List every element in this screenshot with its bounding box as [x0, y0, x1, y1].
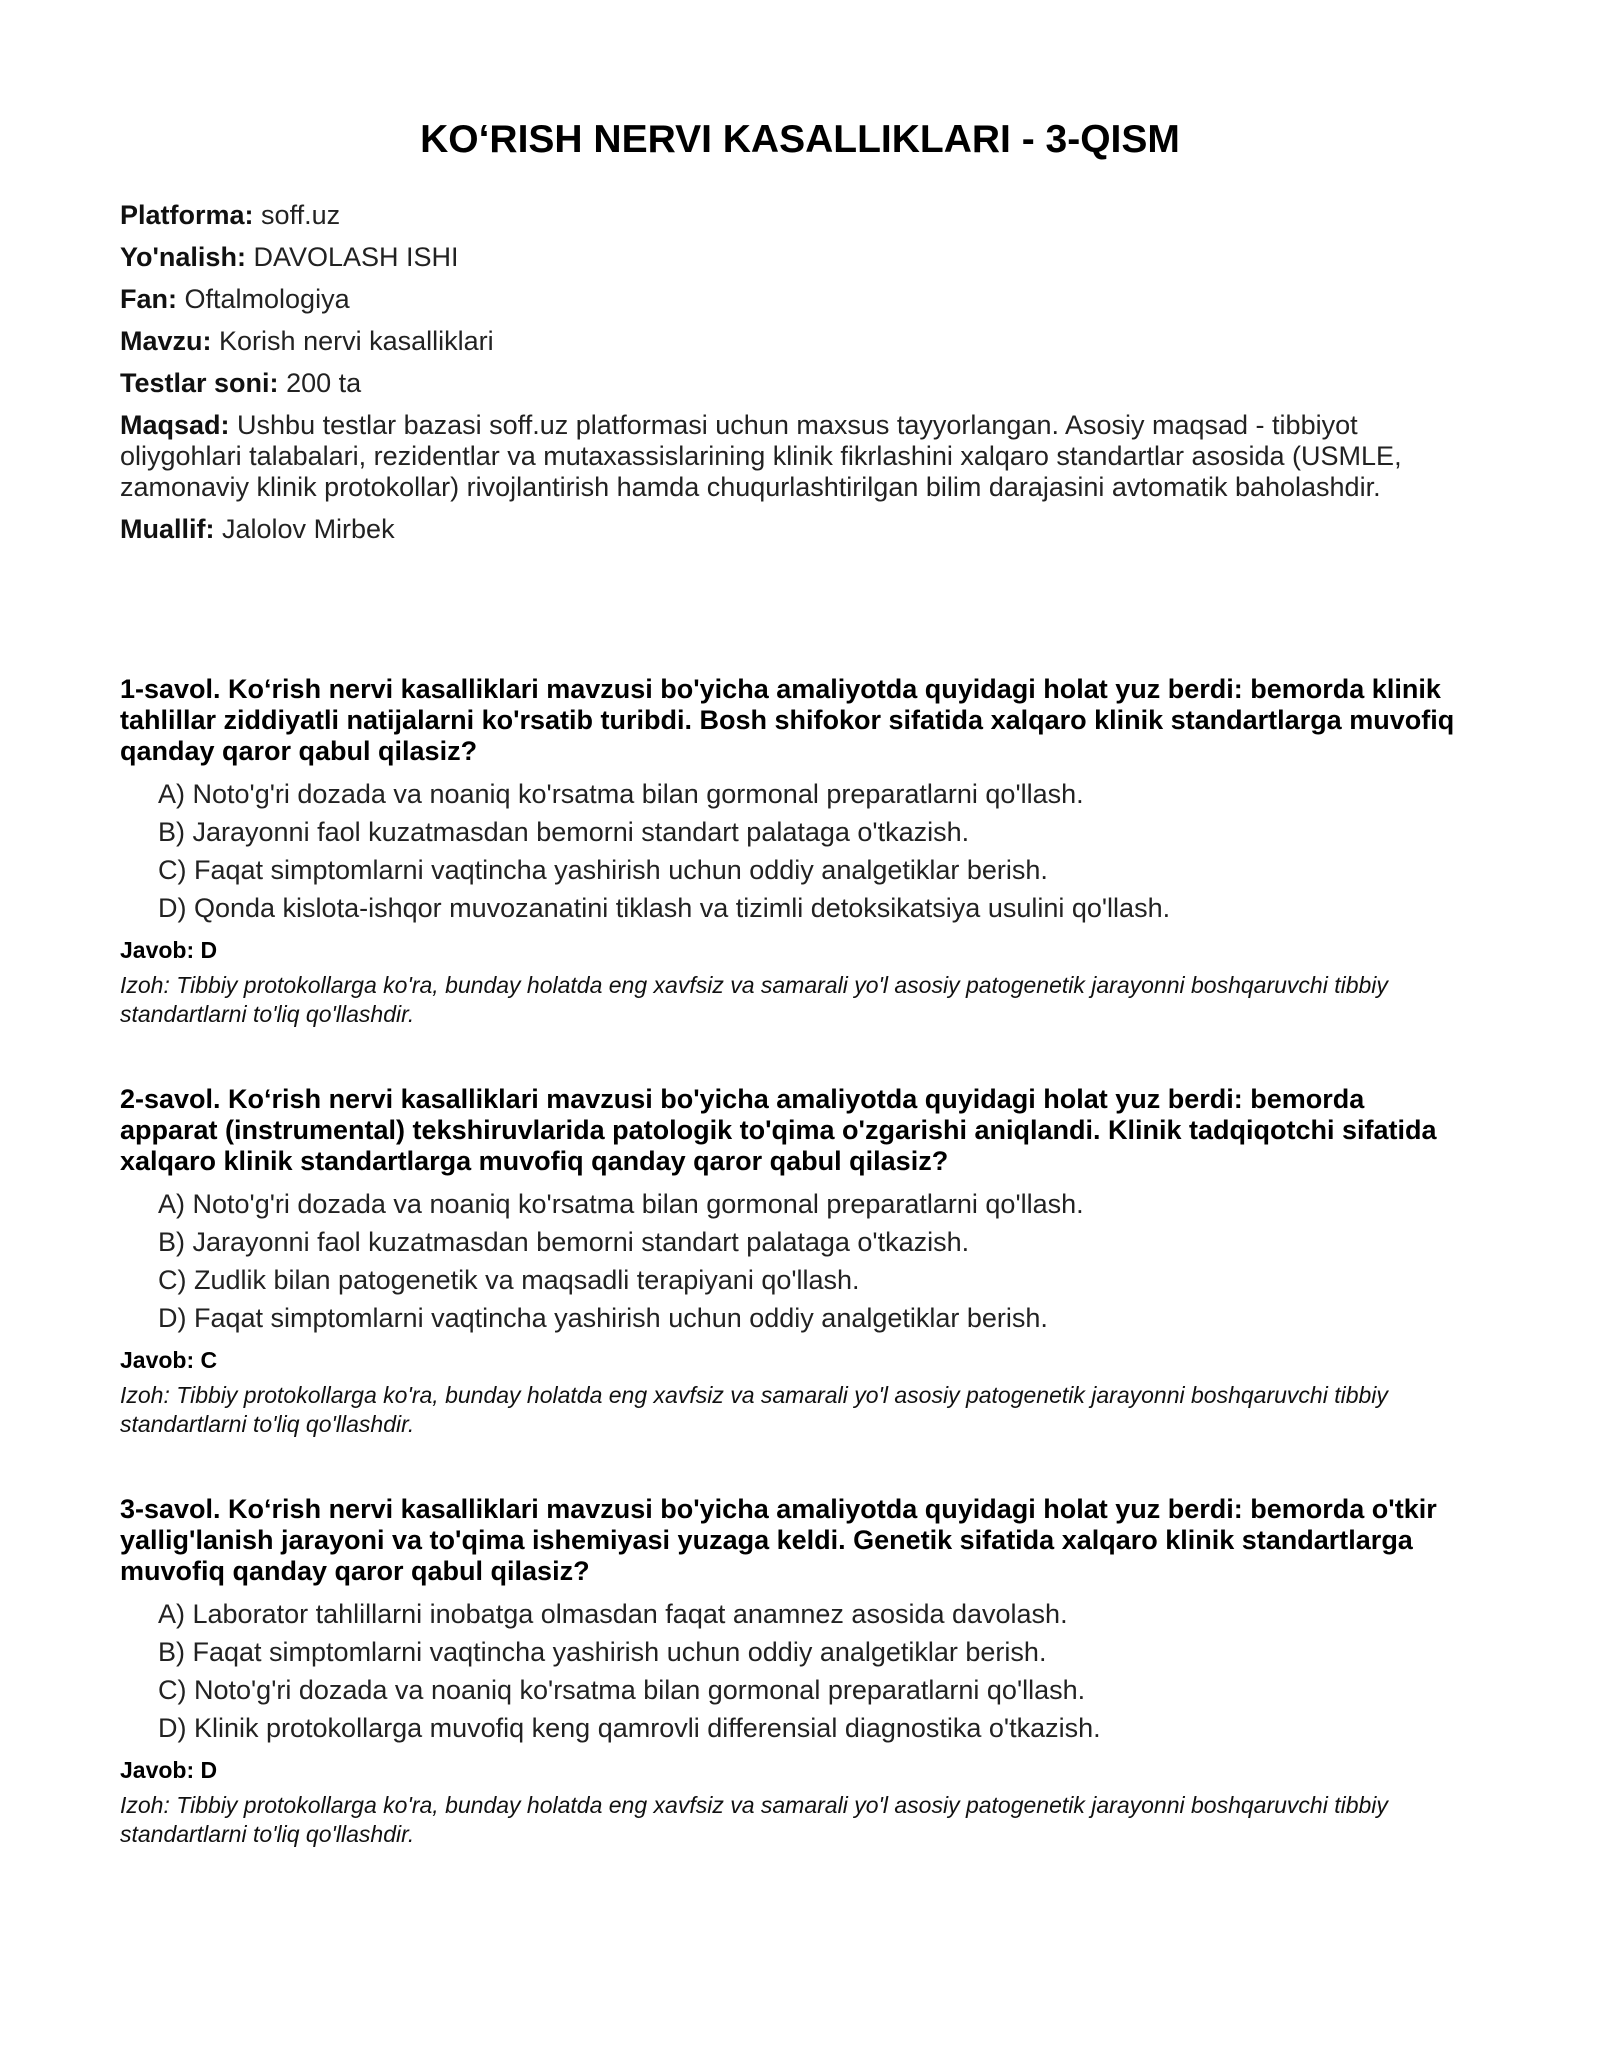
- option-d: D) Faqat simptomlarni vaqtincha yashirish uchun oddiy analgetiklar berish.: [158, 1303, 1048, 1333]
- meta-value: Jalolov Mirbek: [222, 514, 395, 544]
- meta-label: Maqsad:: [120, 410, 230, 440]
- meta-topic: [120, 326, 1460, 357]
- meta-value: Oftalmologiya: [184, 284, 350, 314]
- meta-label: Muallif:: [120, 514, 215, 544]
- meta-label: Fan:: [120, 284, 177, 314]
- meta-author: [120, 514, 1460, 545]
- meta-label: Yo'nalish:: [120, 242, 246, 272]
- meta-value: soff.uz: [261, 200, 341, 230]
- meta-label: Testlar soni:: [120, 368, 279, 398]
- meta-value: DAVOLASH ISHI: [253, 242, 459, 272]
- answer-label: Javob: C: [120, 1347, 218, 1373]
- meta-label: Platforma:: [120, 200, 254, 230]
- meta-subject: [120, 284, 1460, 315]
- option-a: A) Noto'g'ri dozada va noaniq ko'rsatma bilan gormonal preparatlarni qo'llash.: [158, 779, 1084, 809]
- options-list: [158, 779, 1460, 924]
- option-b: B) Faqat simptomlarni vaqtincha yashirish uchun oddiy analgetiklar berish.: [158, 1637, 1047, 1667]
- explanation-note: Izoh: Tibbiy protokollarga ko'ra, bunday holatda eng xavfsiz va samarali yo'l asosiy patogenetik jarayonni boshqaruvchi tibbiy standartlarni to'liq qo'llashdir.: [120, 1792, 1388, 1847]
- option-d: D) Klinik protokollarga muvofiq keng qamrovli differensial diagnostika o'tkazish.: [158, 1713, 1101, 1743]
- question-text: 1-savol. Ko‘rish nervi kasalliklari mavzusi bo'yicha amaliyotda quyidagi holat yuz berdi: bemorda klinik tahlillar ziddiyatli natijalarni ko'rsatib turibdi. Bosh shifokor sifatida xalqaro klinik standartlarga muvofiq qanday qaror qabul qilasiz?: [120, 674, 1455, 766]
- explanation-note: Izoh: Tibbiy protokollarga ko'ra, bunday holatda eng xavfsiz va samarali yo'l asosiy patogenetik jarayonni boshqaruvchi tibbiy standartlarni to'liq qo'llashdir.: [120, 1382, 1388, 1437]
- meta-value: 200 ta: [286, 368, 362, 398]
- options-list: [158, 1599, 1460, 1744]
- option-c: C) Noto'g'ri dozada va noaniq ko'rsatma bilan gormonal preparatlarni qo'llash.: [158, 1675, 1086, 1705]
- option-c: C) Zudlik bilan patogenetik va maqsadli terapiyani qo'llash.: [158, 1265, 860, 1295]
- meta-test-count: [120, 368, 1460, 399]
- meta-value: Korish nervi kasalliklari: [219, 326, 494, 356]
- meta-value: Ushbu testlar bazasi soff.uz platformasi uchun maxsus tayyorlangan. Asosiy maqsad - tibbiyot oliygohlari talabalari, rezidentlar va mutaxassislarining klinik fikrlashini xalqaro standartlar asosida (USMLE, zamonaviy klinik protokollar) rivojlantirish hamda chuqurlashtirilgan bilim darajasini avtomatik baholashdir.: [120, 410, 1402, 502]
- question-text: 3-savol. Ko‘rish nervi kasalliklari mavzusi bo'yicha amaliyotda quyidagi holat yuz berdi: bemorda o'tkir yallig'lanish jarayoni va to'qima ishemiyasi yuzaga keldi. Genetik sifatida xalqaro klinik standartlarga muvofiq qanday qaror qabul qilasiz?: [120, 1494, 1437, 1586]
- answer-label: Javob: D: [120, 937, 218, 963]
- question-block-1: [120, 674, 1460, 1029]
- document-title: KO‘RISH NERVI KASALLIKLARI - 3-QISM: [420, 118, 1180, 161]
- question-block-3: [120, 1494, 1460, 1849]
- meta-platform: [120, 200, 1460, 231]
- explanation-note: Izoh: Tibbiy protokollarga ko'ra, bunday holatda eng xavfsiz va samarali yo'l asosiy patogenetik jarayonni boshqaruvchi tibbiy standartlarni to'liq qo'llashdir.: [120, 972, 1388, 1027]
- option-d: D) Qonda kislota-ishqor muvozanatini tiklash va tizimli detoksikatsiya usulini qo'llash.: [158, 893, 1171, 923]
- options-list: [158, 1189, 1460, 1334]
- option-c: C) Faqat simptomlarni vaqtincha yashirish uchun oddiy analgetiklar berish.: [158, 855, 1048, 885]
- meta-label: Mavzu:: [120, 326, 212, 356]
- option-b: B) Jarayonni faol kuzatmasdan bemorni standart palataga o'tkazish.: [158, 817, 970, 847]
- option-b: B) Jarayonni faol kuzatmasdan bemorni standart palataga o'tkazish.: [158, 1227, 970, 1257]
- metadata-block: [120, 200, 1460, 556]
- option-a: A) Noto'g'ri dozada va noaniq ko'rsatma bilan gormonal preparatlarni qo'llash.: [158, 1189, 1084, 1219]
- option-a: A) Laborator tahlillarni inobatga olmasdan faqat anamnez asosida davolash.: [158, 1599, 1068, 1629]
- question-block-2: [120, 1084, 1460, 1439]
- meta-purpose: [120, 410, 1460, 503]
- answer-label: Javob: D: [120, 1757, 218, 1783]
- question-text: 2-savol. Ko‘rish nervi kasalliklari mavzusi bo'yicha amaliyotda quyidagi holat yuz berdi: bemorda apparat (instrumental) tekshiruvlarida patologik to'qima o'zgarishi aniqlandi. Klinik tadqiqotchi sifatida xalqaro klinik standartlarga muvofiq qanday qaror qabul qilasiz?: [120, 1084, 1437, 1176]
- meta-direction: [120, 242, 1460, 273]
